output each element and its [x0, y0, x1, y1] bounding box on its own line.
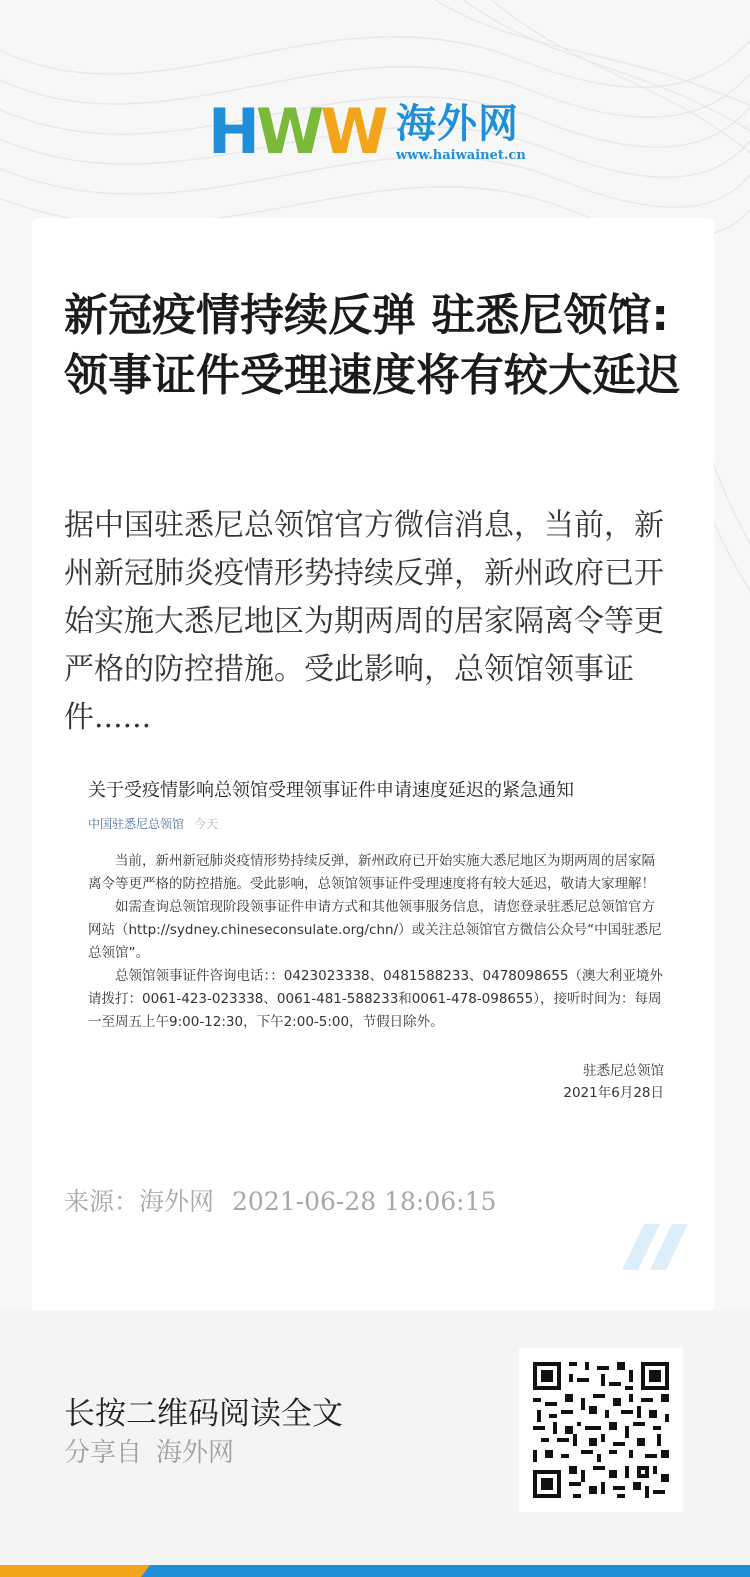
notice-meta	[88, 816, 664, 832]
qr-prompt: 长按二维码阅读全文	[64, 1396, 343, 1432]
logo-site-name: 海外网	[396, 101, 519, 147]
article-source	[64, 1186, 496, 1218]
article-card[interactable]	[32, 218, 714, 1310]
article-headline: 新冠疫情持续反弹 驻悉尼领馆:领事证件受理速度将有较大延迟	[64, 290, 680, 401]
slash-decoration-icon	[622, 1224, 692, 1270]
notice-account-name: 中国驻悉尼总领馆	[88, 817, 185, 831]
share-source	[64, 1436, 234, 1470]
publish-datetime: 2021-06-28 18:06:15	[232, 1187, 497, 1216]
logo-letter-w1: W	[255, 95, 321, 168]
notice-date: 2021年6月28日	[563, 1085, 664, 1101]
notice-paragraph: 如需查询总领馆现阶段领事证件申请方式和其他领事服务信息，请您登录驻悉尼总领馆官方网站（http://sydney.chineseconsulate.org/chn/）或关注总领馆官方微信公众号“中国驻悉尼总领馆”。	[88, 899, 662, 961]
qr-code-icon	[533, 1362, 669, 1498]
logo-site-url: www.haiwainet.cn	[396, 148, 526, 163]
logo-hww-mark	[208, 95, 386, 168]
share-footer	[0, 1310, 750, 1565]
qr-code[interactable]	[519, 1348, 683, 1512]
notice-title: 关于受疫情影响总领馆受理领事证件申请速度延迟的紧急通知	[88, 780, 574, 801]
notice-screenshot	[88, 778, 664, 1104]
share-site: 海外网	[156, 1438, 235, 1468]
haiwainet-logo	[208, 95, 538, 168]
logo-letter-w2: W	[320, 95, 385, 168]
notice-paragraph: 总领馆领事证件咨询电话：：0423023338、0481588233、0478098655（澳大利亚境外请拨打：0061-423-023338、0061-481-588233和0061-478-098655），接听时间为：每周一至周五上午9:00-12:30，下午2:00-5:00，节假日除外。	[88, 968, 663, 1030]
bottom-color-bar	[0, 1565, 750, 1577]
notice-time: 今天	[194, 817, 219, 831]
notice-signature-block	[88, 1060, 664, 1104]
notice-paragraph: 当前，新州新冠肺炎疫情形势持续反弹，新州政府已开始实施大悉尼地区为期两周的居家隔离令等更严格的防控措施。受此影响，总领馆领事证件受理速度将有较大延迟，敬请大家理解！	[88, 853, 655, 892]
article-summary: 据中国驻悉尼总领馆官方微信消息，当前，新州新冠肺炎疫情形势持续反弹，新州政府已开始实施大悉尼地区为期两周的居家隔离令等更严格的防控措施。受此影响，总领馆领事证件......	[64, 508, 664, 735]
logo-letter-h: H	[208, 95, 256, 168]
source-label: 来源：海外网	[64, 1187, 215, 1216]
notice-body	[88, 850, 664, 1034]
notice-signature: 驻悉尼总领馆	[583, 1063, 664, 1079]
share-prefix: 分享自	[64, 1438, 143, 1468]
bottom-bar-accent	[0, 1565, 150, 1577]
